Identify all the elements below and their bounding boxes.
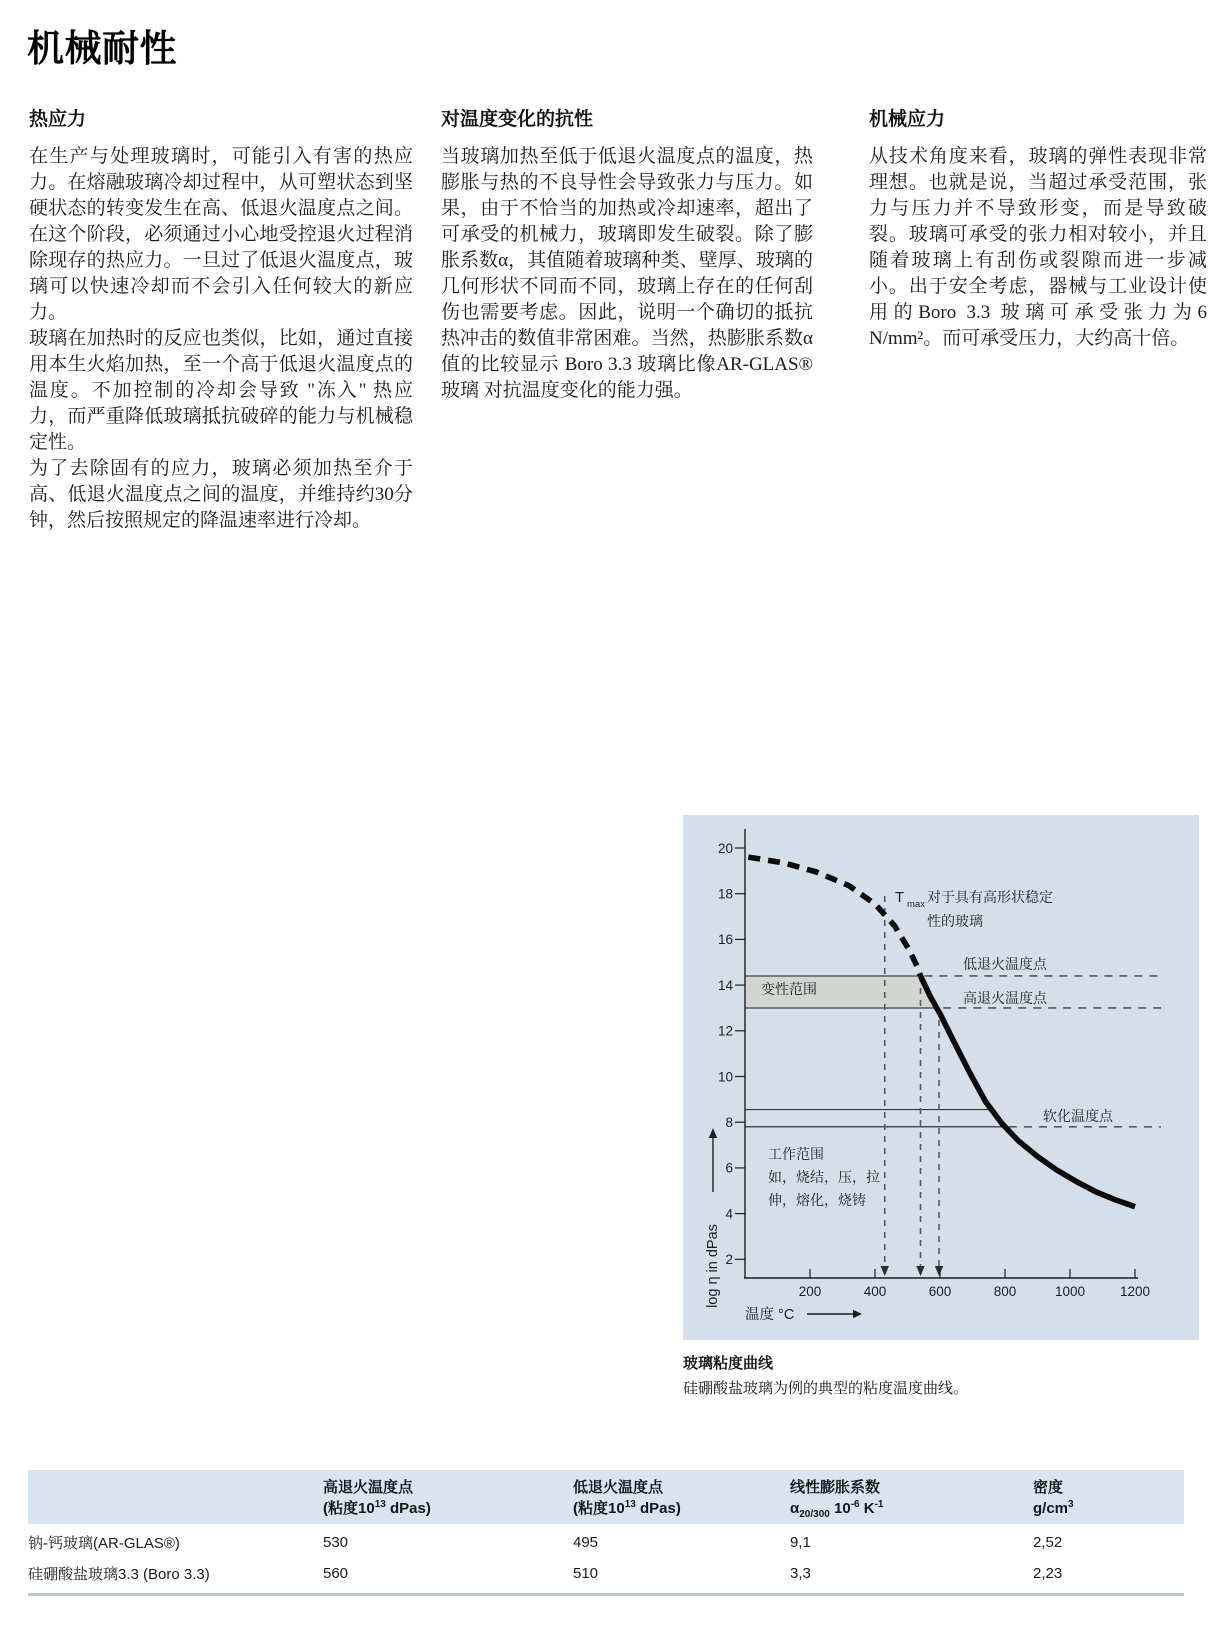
row-label: 硅硼酸盐玻璃3.3 (Boro 3.3) (28, 1566, 210, 1583)
paragraph: 从技术角度来看，玻璃的弹性表现非常理想。也就是说，当超过承受范围，张力与压力并不导致形变，而是导致破裂。玻璃可承受的张力相对较小，并且随着玻璃上有刮伤或裂隙而进一步减小。出于安全考虑，器械与工业设计使用的Boro 3.3 玻璃可承受张力为6 N/mm²。而可承受压力，大约高十倍。 (869, 146, 1207, 349)
y-tick-label: 20 (717, 840, 733, 856)
cell-value: 495 (573, 1534, 599, 1551)
temperature-marker-arrowhead-2 (935, 1266, 943, 1276)
section-heading-thermal-stress: 热应力 (29, 109, 87, 130)
viscosity-chart-panel (683, 815, 1199, 1340)
working-range-label: 如，烧结，压，拉 (768, 1169, 880, 1185)
tmax-annotation-line2: 性的玻璃 (927, 913, 983, 929)
tmax-annotation-line1: 对于具有高形状稳定 (927, 889, 1053, 905)
y-tick-label: 14 (717, 977, 733, 993)
y-tick-label: 4 (725, 1206, 733, 1222)
cell-value: 2,52 (1033, 1534, 1063, 1551)
y-tick-label: 16 (717, 932, 733, 948)
x-tick-label: 600 (928, 1284, 952, 1299)
table-header-expansion-coefficient: 线性膨胀系数 $\alpha_{20/300}$ $10^{-6}$ $K^{-1}$ (790, 1479, 884, 1520)
y-tick-label: 6 (725, 1160, 733, 1176)
y-tick-label: 18 (717, 886, 733, 902)
x-tick-label: 800 (993, 1284, 1017, 1299)
glass-properties-table (28, 1470, 1184, 1596)
y-tick-label: 12 (717, 1023, 733, 1039)
x-axis-title: 温度 °C (745, 1307, 795, 1323)
working-range-label: 工作范围 (768, 1146, 824, 1162)
table-body (28, 1524, 1184, 1596)
lower-annealing-label: 低退火温度点 (963, 956, 1047, 972)
y-axis-arrowhead (709, 1128, 717, 1138)
column-temperature-resistance (441, 110, 813, 404)
temperature-marker-arrowhead-1 (916, 1266, 924, 1276)
tmax-symbol: T (895, 889, 905, 906)
y-tick-label: 2 (725, 1252, 733, 1268)
x-tick-label: 1200 (1119, 1284, 1151, 1299)
upper-annealing-label: 高退火温度点 (963, 990, 1047, 1006)
working-range-label: 伸，熔化，烧铸 (768, 1192, 866, 1208)
paragraph: 在生产与处理玻璃时，可能引入有害的热应力。在熔融玻璃冷却过程中，从可塑状态到坚硬状态的转变发生在高、低退火温度点之间。在这个阶段，必须通过小心地受控退火过程消除现存的热应力。一旦过了低退火温度点，玻璃可以快速冷却而不会引入任何较大的新应力。 (29, 146, 413, 323)
viscosity-curve-dashed (748, 857, 920, 976)
y-tick-label: 10 (717, 1069, 733, 1085)
table-header-row (28, 1470, 1184, 1524)
table-row (28, 1527, 1184, 1558)
y-axis-title: log η in dPas (705, 1224, 721, 1308)
x-tick-label: 1000 (1054, 1284, 1086, 1299)
cell-value: 510 (573, 1565, 599, 1582)
figure-caption (683, 1351, 968, 1401)
cell-value: 560 (323, 1565, 349, 1582)
column-mechanical-stress (869, 110, 1207, 352)
cell-value: 530 (323, 1534, 349, 1551)
softening-label: 软化温度点 (1043, 1108, 1113, 1124)
section-heading-mechanical-stress: 机械应力 (869, 109, 946, 130)
y-tick-label: 8 (725, 1115, 733, 1130)
paragraph: 当玻璃加热至低于低退火温度点的温度，热膨胀与热的不良导性会导致张力与压力。如果，由于不恰当的加热或冷却速率，超出了可承受的机械力，玻璃即发生破裂。除了膨胀系数α，其值随着玻璃种类、壁厚、玻璃的几何形状不同而不同，玻璃上存在的任何刮伤也需要考虑。因此，说明一个确切的抵抗热冲击的数值非常困难。当然，热膨胀系数α值的比较显示 Boro 3.3 玻璃比像AR-GLAS®玻璃 对抗温度变化的能力强。 (441, 146, 813, 401)
row-label: 钠-钙玻璃(AR-GLAS®) (28, 1535, 180, 1552)
x-tick-label: 200 (798, 1284, 822, 1299)
table-header-upper-annealing: 高退火温度点 (粘度$10^{13}$ dPas) (323, 1479, 431, 1517)
tmax-subscript: max (907, 899, 925, 910)
page-title: 机械耐性 (27, 28, 177, 69)
cell-value: 2,23 (1033, 1565, 1063, 1582)
figure-caption-text: 硅硼酸盐玻璃为例的典型的粘度温度曲线。 (683, 1380, 969, 1397)
paragraph: 玻璃在加热时的反应也类似，比如，通过直接用本生火焰加热，至一个高于低退火温度点的温度。不加控制的冷却会导致 "冻入" 热应力，而严重降低玻璃抵抗破碎的能力与机械稳定性。 (29, 328, 413, 453)
viscosity-chart (683, 815, 1199, 1340)
table-header-density: 密度 $g/cm^3$ (1033, 1479, 1074, 1517)
paragraph: 为了去除固有的应力，玻璃必须加热至介于高、低退火温度点之间的温度，并维持约30分钟，然后按照规定的降温速率进行冷却。 (29, 458, 413, 531)
temperature-marker-arrowhead-0 (881, 1266, 889, 1276)
viscosity-curve-solid (921, 976, 1136, 1207)
column-thermal-stress (29, 110, 413, 534)
table-header-lower-annealing: 低退火温度点 (粘度$10^{13}$ dPas) (573, 1479, 681, 1517)
table-row (28, 1558, 1184, 1589)
table-header-empty (28, 1477, 323, 1519)
figure-caption-title: 玻璃粘度曲线 (683, 1355, 774, 1372)
cell-value: 9,1 (790, 1534, 811, 1551)
x-axis-arrowhead (853, 1310, 862, 1318)
cell-value: 3,3 (790, 1565, 811, 1582)
band-label: 变性范围 (761, 981, 817, 997)
x-tick-label: 400 (863, 1284, 887, 1299)
section-heading-temperature-resistance: 对温度变化的抗性 (441, 109, 594, 130)
